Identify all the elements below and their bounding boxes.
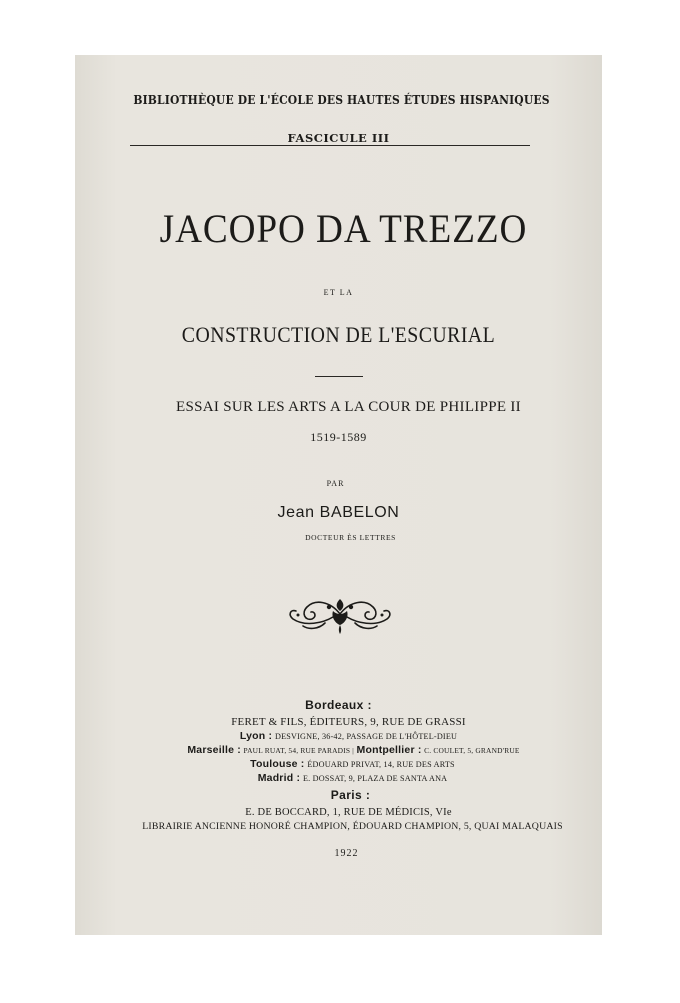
publisher-marseille-address: PAUL RUAT, 54, RUE PARADIS | xyxy=(243,746,354,755)
author-degree: DOCTEUR ÈS LETTRES xyxy=(305,533,396,542)
conjunction: ET LA xyxy=(323,288,354,297)
date-range: 1519-1589 xyxy=(310,430,367,444)
publisher-lyon xyxy=(85,729,612,744)
book-title: JACOPO DA TREZZO xyxy=(159,206,528,251)
publisher-madrid xyxy=(89,771,616,786)
publisher-paris-boccard: E. DE BOCCARD, 1, RUE DE MÉDICIS, VIe xyxy=(245,807,452,818)
publication-year: 1922 xyxy=(334,848,359,859)
publisher-marseille-montpellier xyxy=(90,743,617,758)
by-label: PAR xyxy=(326,479,345,488)
short-rule xyxy=(315,376,363,377)
city-bordeaux: Bordeaux : xyxy=(305,698,372,712)
publisher-paris-champion: LIBRAIRIE ANCIENNE HONORÉ CHAMPION, ÉDOUARD CHAMPION, 5, QUAI MALAQUAIS xyxy=(142,821,563,832)
publisher-montpellier-address: C. COULET, 5, GRAND'RUE xyxy=(424,746,520,755)
fascicule-number: FASCICULE III xyxy=(287,131,390,145)
city-montpellier: Montpellier : xyxy=(356,744,422,756)
publisher-bordeaux: FERET & FILS, ÉDITEURS, 9, RUE DE GRASSI xyxy=(231,716,466,728)
essay-title: ESSAI SUR LES ARTS A LA COUR DE PHILIPPE II xyxy=(176,399,521,415)
floral-ornament-icon xyxy=(285,593,395,635)
city-toulouse: Toulouse : xyxy=(250,758,305,770)
title-page xyxy=(75,55,602,935)
city-lyon: Lyon : xyxy=(239,730,273,742)
author-name: Jean BABELON xyxy=(277,504,400,521)
publisher-madrid-address: E. DOSSAT, 9, PLAZA DE SANTA ANA xyxy=(302,774,448,783)
series-title: BIBLIOTHÈQUE DE L'ÉCOLE DES HAUTES ÉTUDES HISPANIQUES xyxy=(133,92,550,107)
publisher-toulouse xyxy=(89,757,616,772)
city-marseille: Marseille : xyxy=(187,744,241,756)
publisher-lyon-address: DESVIGNE, 36-42, PASSAGE DE L'HÔTEL-DIEU xyxy=(275,732,458,741)
top-rule xyxy=(130,145,530,146)
publisher-toulouse-address: ÉDOUARD PRIVAT, 14, RUE DES ARTS xyxy=(307,760,455,769)
city-paris: Paris : xyxy=(330,788,371,802)
city-madrid: Madrid : xyxy=(257,772,301,784)
book-subtitle: CONSTRUCTION DE L'ESCURIAL xyxy=(181,322,496,347)
